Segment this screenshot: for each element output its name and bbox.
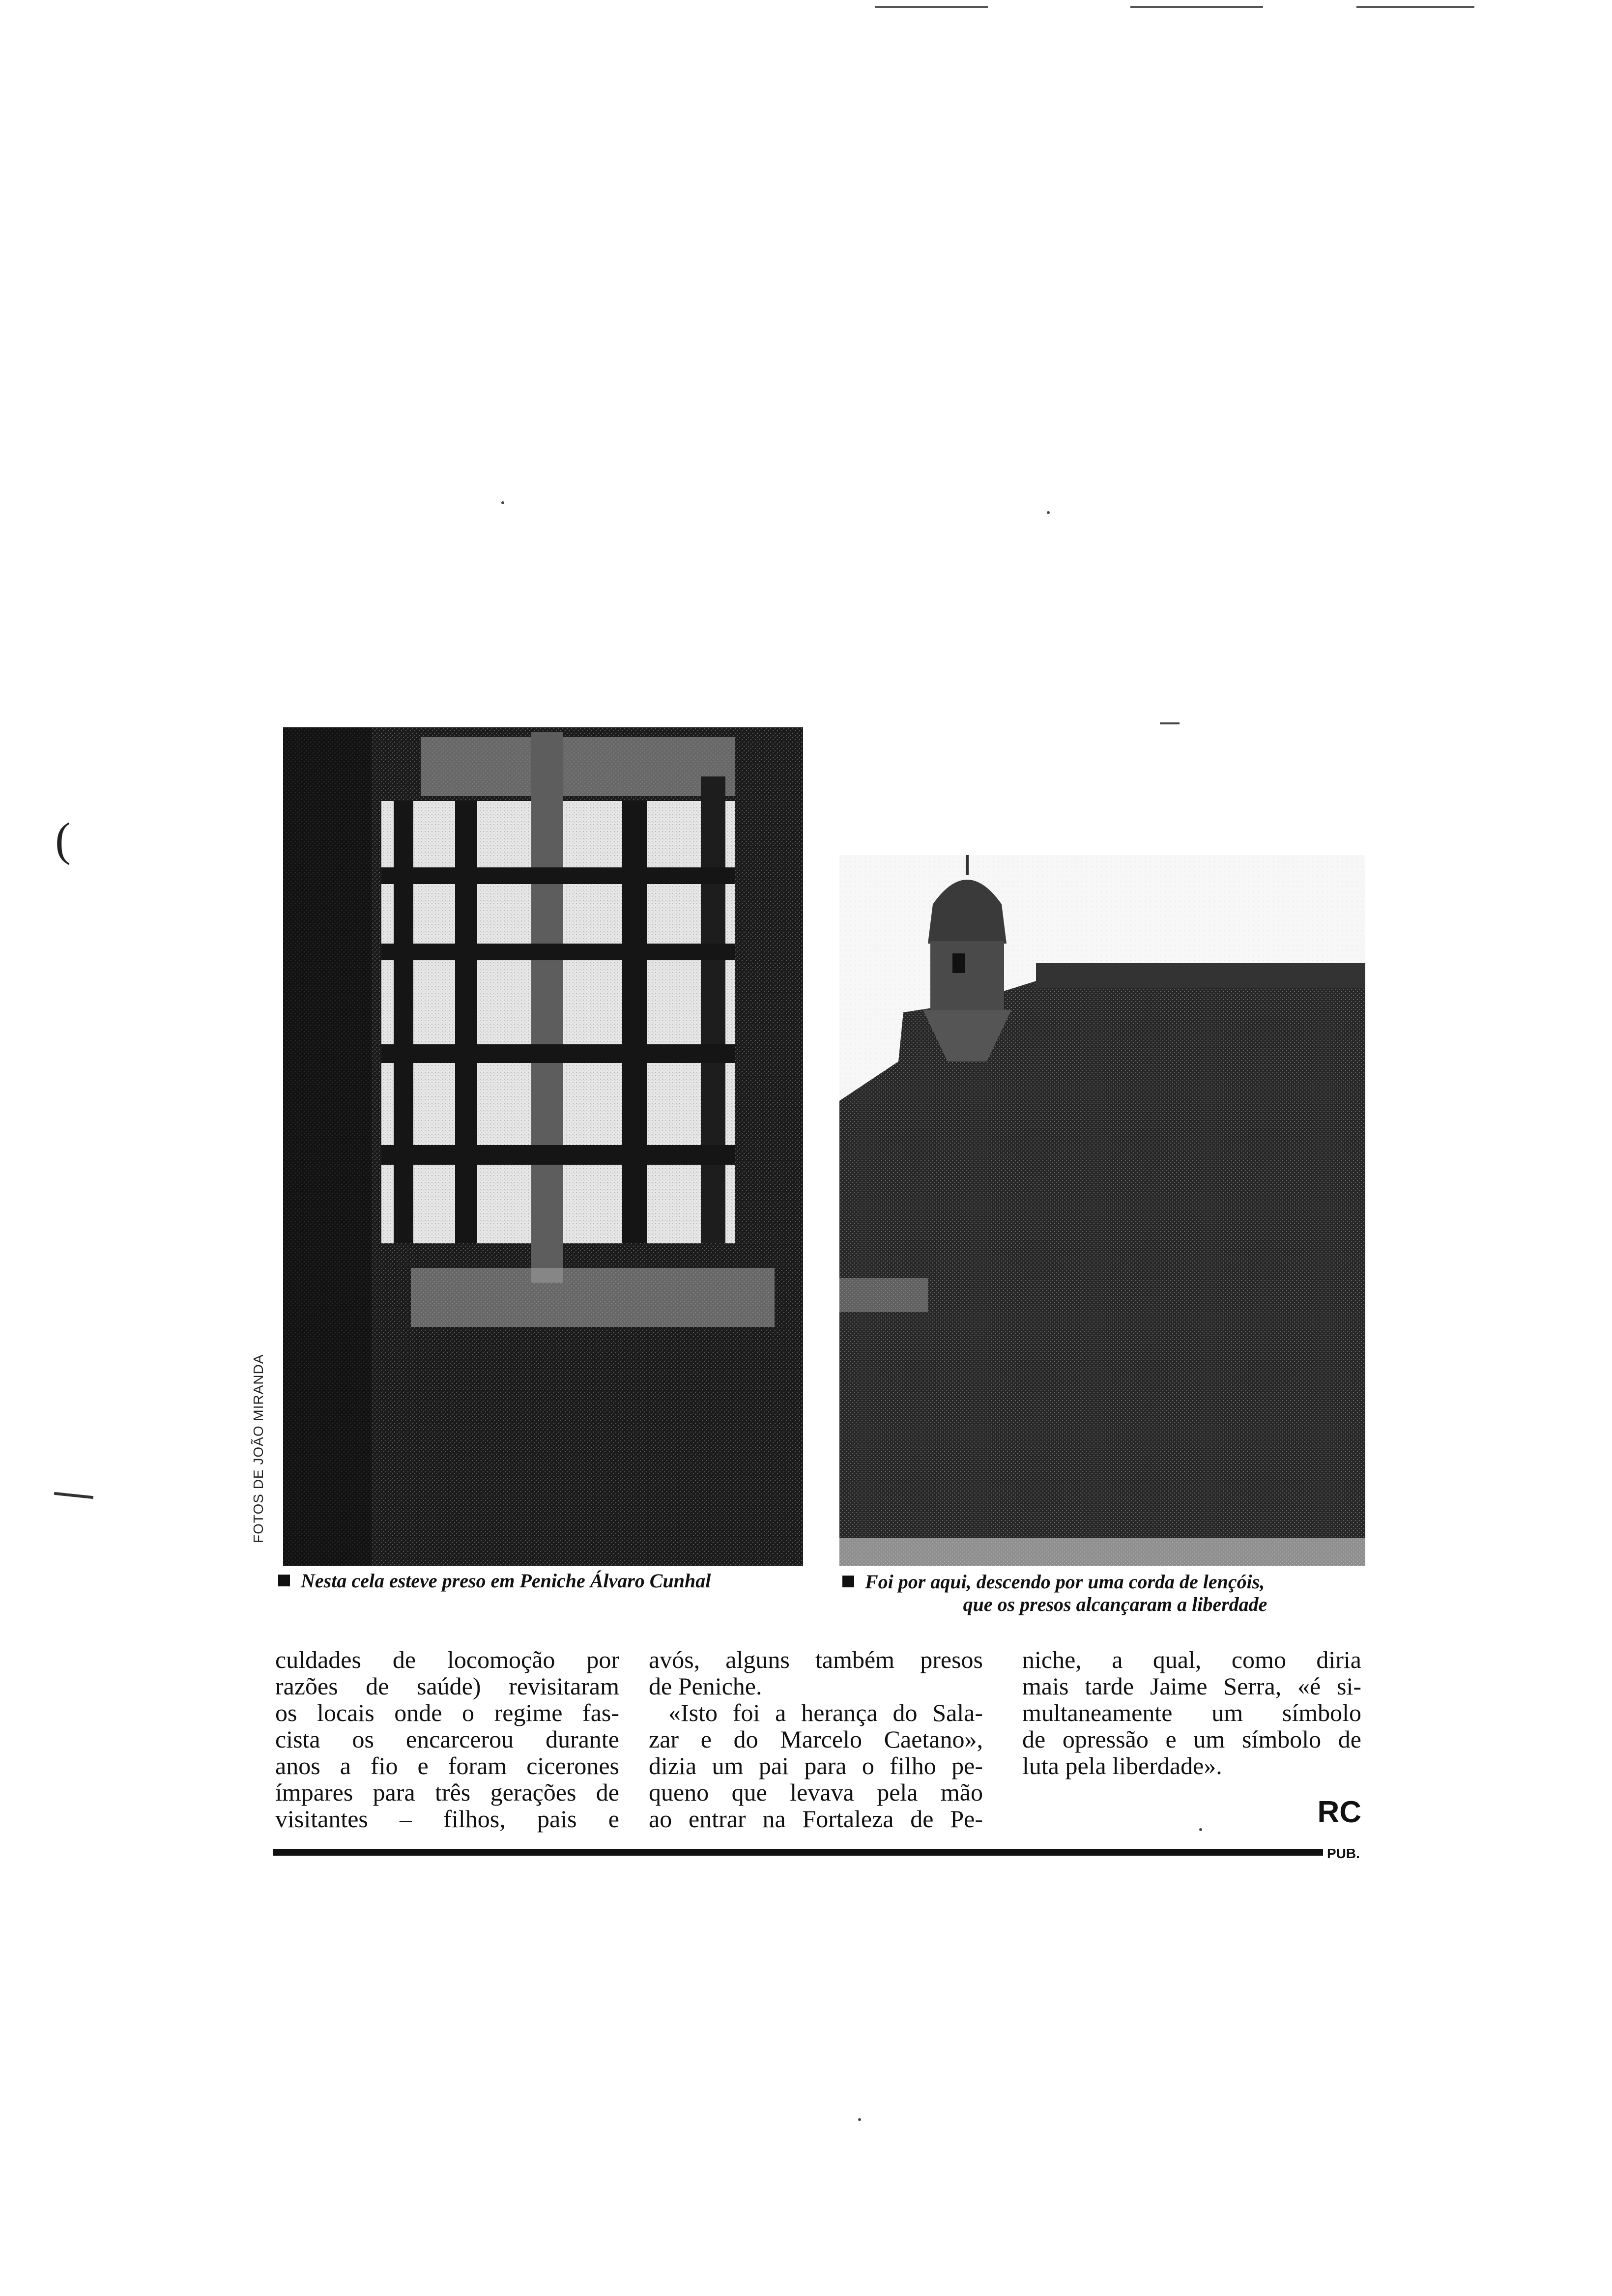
text-line: queno que levava pela mão <box>649 1779 983 1806</box>
scan-artifact-rule <box>1356 6 1474 8</box>
text-line: mais tarde Jaime Serra, «é si- <box>1022 1672 1361 1700</box>
scan-speck <box>501 501 504 504</box>
caption-text: Nesta cela esteve preso em Peniche Álvaro Cunhal <box>301 1570 711 1592</box>
fortress-image <box>839 855 1365 1566</box>
bullet-square-icon <box>278 1575 290 1586</box>
text-line: multaneamente um símbolo <box>1022 1699 1361 1726</box>
caption-line-1: Foi por aqui, descendo por uma corda de lençóis, <box>865 1571 1265 1593</box>
author-signature: RC <box>1317 1795 1361 1829</box>
article-column-3 <box>1022 1646 1361 1779</box>
scan-artifact-mark: ( <box>55 813 71 865</box>
text-line: avós, alguns também presos <box>649 1646 983 1673</box>
text-line: niche, a qual, como diria <box>1022 1646 1361 1673</box>
photo-prison-cell <box>283 727 803 1566</box>
pub-label: PUB. <box>1327 1846 1360 1861</box>
caption-prison-cell <box>278 1570 819 1592</box>
caption-line-2: que os presos alcançaram a liberdade <box>963 1593 1267 1615</box>
scan-artifact-rule <box>1130 6 1263 8</box>
scan-speck <box>1199 1828 1202 1831</box>
article-column-1 <box>275 1646 619 1832</box>
prison-cell-image <box>283 727 803 1566</box>
photo-fortress-wall <box>839 855 1365 1566</box>
scan-artifact-mark <box>54 1492 93 1499</box>
bottom-rule <box>273 1849 1323 1856</box>
article-column-2 <box>649 1646 983 1832</box>
caption-fortress <box>842 1571 1368 1616</box>
text-line: anos a fio e foram cicerones <box>275 1752 619 1779</box>
text-line: luta pela liberdade». <box>1022 1752 1222 1779</box>
scan-speck <box>1047 511 1050 514</box>
scan-speck <box>1160 722 1180 724</box>
text-line: razões de saúde) revisitaram <box>275 1672 619 1700</box>
scan-artifact-rule <box>875 6 988 8</box>
text-line: dizia um pai para o filho pe- <box>649 1752 983 1779</box>
text-line: cista os encarcerou durante <box>275 1725 619 1753</box>
text-line: culdades de locomoção por <box>275 1646 619 1673</box>
text-line: visitantes – filhos, pais e <box>275 1805 619 1833</box>
photo-credit: FOTOS DE JOÃO MIRANDA <box>251 1354 266 1543</box>
text-line: de opressão e um símbolo de <box>1022 1725 1361 1753</box>
text-line: os locais onde o regime fas- <box>275 1699 619 1726</box>
text-line: ao entrar na Fortaleza de Pe- <box>649 1805 983 1833</box>
scan-speck <box>858 2118 861 2121</box>
text-line: zar e do Marcelo Caetano», <box>649 1725 983 1753</box>
bullet-square-icon <box>842 1576 854 1587</box>
text-line: ímpares para três gerações de <box>275 1779 619 1806</box>
text-line: «Isto foi a herança do Sala- <box>668 1699 983 1726</box>
text-line: de Peniche. <box>649 1672 762 1700</box>
